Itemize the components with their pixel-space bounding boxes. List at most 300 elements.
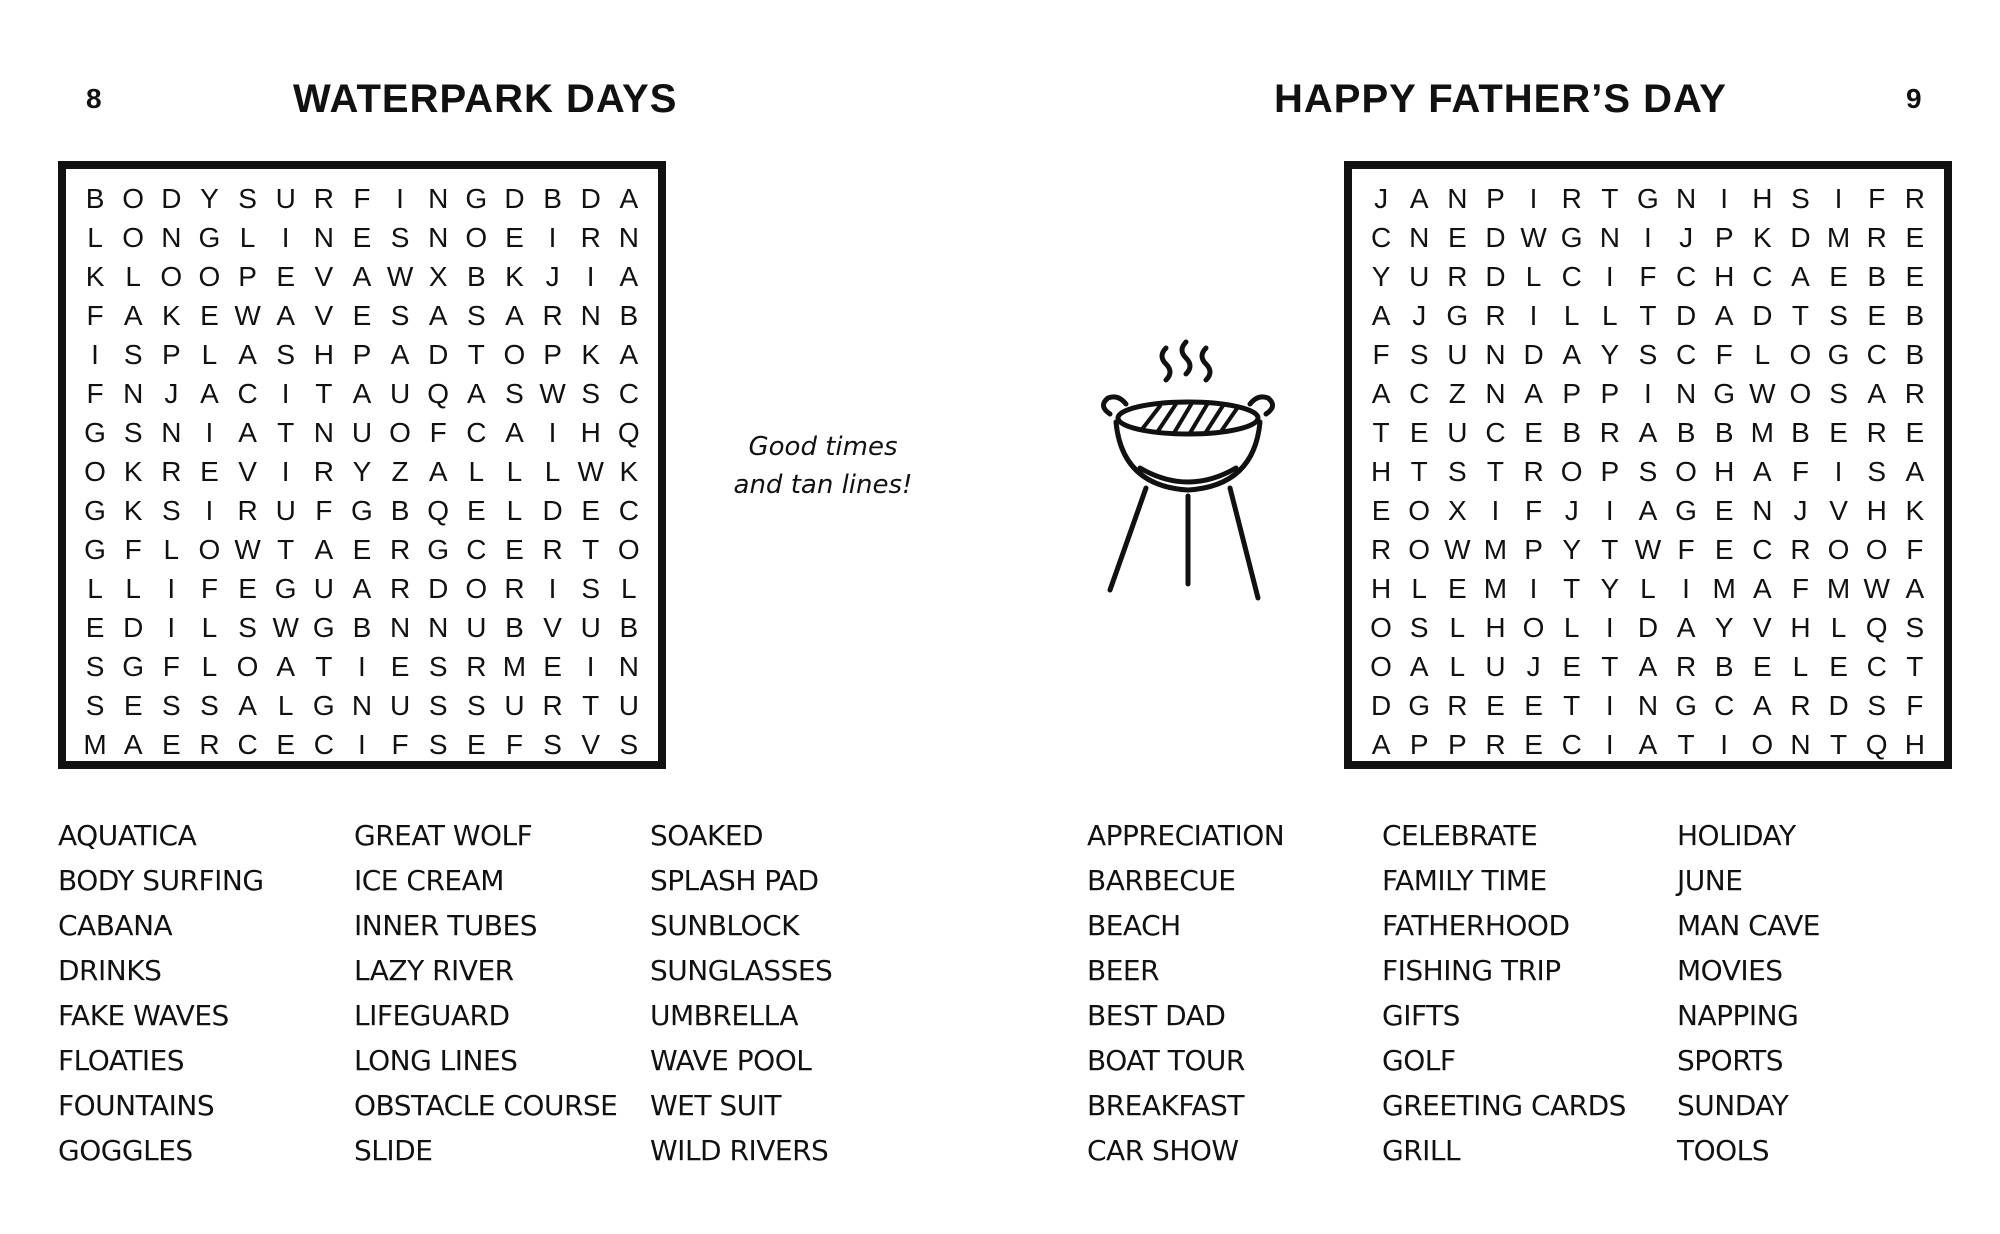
grid-letter: B [619,612,639,643]
word-list-item: MOVIES [1677,954,1783,987]
grid-letter: L [201,339,218,370]
grid-letter: R [1904,183,1925,214]
grid-letter: E [123,690,143,721]
word-list-item: OBSTACLE COURSE [354,1089,618,1122]
grid-letter: W [577,456,604,487]
word-list-item: INNER TUBES [354,909,537,942]
grid-letter: S [1905,612,1925,643]
grid-letter: F [86,300,104,331]
grid-letter: R [1485,300,1506,331]
word-list-item: SUNDAY [1677,1089,1789,1122]
grid-row [66,569,658,608]
grid-letter: C [1675,339,1697,370]
grid-letter: S [1447,456,1467,487]
grid-letter: N [1790,729,1811,760]
grid-letter: G [1827,339,1850,370]
grid-letter: D [123,612,144,643]
grid-letter: I [281,222,290,253]
grid-letter: I [91,339,99,370]
grid-letter: V [543,612,562,643]
page-title-right: HAPPY FATHER’S DAY [1274,77,1727,121]
word-list-item: WAVE POOL [650,1044,812,1077]
grid-letter: C [1370,222,1392,253]
grid-letter: I [1834,183,1843,214]
grid-letter: P [352,339,372,370]
word-list-item: BODY SURFING [58,864,264,897]
grid-letter: A [1409,183,1429,214]
grid-letter: B [1714,417,1734,448]
grid-letter: T [582,690,600,721]
grid-letter: E [200,456,219,487]
grid-letter: S [466,690,486,721]
grid-letter: C [1561,729,1582,760]
grid-letter: T [315,378,333,409]
grid-letter: O [617,534,640,565]
grid-letter: L [1449,651,1466,682]
grid-letter: X [1447,495,1467,526]
word-list-item: AQUATICA [58,819,197,852]
grid-letter: K [123,456,143,487]
grid-letter: L [239,222,256,253]
grid-letter: E [1752,651,1772,682]
grid-letter: E [1486,690,1505,721]
grid-row [66,179,658,218]
grid-letter: D [1485,222,1506,253]
word-list-item: BEER [1087,954,1160,987]
grid-letter: R [542,534,563,565]
grid-letter: O [1789,339,1812,370]
grid-letter: A [1371,729,1391,760]
grid-row [1352,452,1944,491]
grid-row [66,413,658,452]
grid-letter: Y [1562,534,1582,565]
grid-letter: R [1675,651,1697,682]
word-list-item: JUNE [1677,864,1743,897]
grid-letter: L [1830,612,1847,643]
grid-letter: O [236,651,259,682]
grid-letter: F [1639,261,1657,292]
grid-letter: R [1561,183,1582,214]
grid-letter: S [1638,456,1658,487]
grid-letter: Q [427,378,450,409]
grid-letter: C [237,378,258,409]
word-list-item: DRINKS [58,954,162,987]
grid-letter: A [466,378,486,409]
grid-letter: C [1752,261,1773,292]
grid-letter: D [1828,690,1849,721]
grid-letter: E [238,573,257,604]
grid-letter: S [1829,300,1848,331]
grid-letter: A [1752,573,1772,604]
grid-letter: R [504,573,525,604]
grid-letter: L [1640,573,1656,604]
grid-letter: A [1905,456,1925,487]
grid-letter: U [1409,261,1430,292]
grid-letter: J [545,261,560,292]
grid-letter: E [1905,222,1925,253]
grid-letter: S [1829,378,1848,409]
word-list-item: GIFTS [1382,999,1460,1032]
grid-letter: A [1676,612,1696,643]
grid-letter: A [1752,690,1772,721]
grid-letter: Q [1865,729,1888,760]
grid-letter: R [313,183,334,214]
grid-letter: E [1829,651,1848,682]
grid-letter: F [162,651,180,682]
grid-letter: I [1834,456,1843,487]
grid-letter: K [1905,495,1925,526]
grid-letter: G [84,495,106,526]
grid-letter: S [161,495,181,526]
grid-letter: H [1714,456,1735,487]
grid-row [66,491,658,530]
grid-letter: C [313,729,334,760]
grid-letter: S [85,651,105,682]
grid-letter: B [85,183,105,214]
grid-letter: D [1637,612,1659,643]
grid-letter: B [466,261,486,292]
grid-letter: R [1447,261,1468,292]
grid-letter: U [1485,651,1506,682]
word-list-item: CAR SHOW [1087,1134,1239,1167]
grid-letter: T [315,651,333,682]
grid-letter: L [1525,261,1542,292]
grid-letter: I [205,495,214,526]
word-list-item: APPRECIATION [1087,819,1285,852]
grid-letter: I [1605,729,1614,760]
grid-letter: E [352,534,372,565]
grid-row [1352,218,1944,257]
grid-letter: L [1563,300,1580,331]
grid-letter: E [543,651,562,682]
grid-letter: E [352,300,372,331]
grid-letter: A [505,300,524,331]
grid-letter: I [281,456,290,487]
grid-letter: F [1791,456,1809,487]
word-list-item: GOGGLES [58,1134,193,1167]
grid-letter: W [1749,378,1776,409]
grid-letter: G [274,573,297,604]
grid-row [1352,647,1944,686]
grid-letter: T [1372,417,1390,448]
grid-letter: V [1829,495,1848,526]
grid-letter: N [618,651,639,682]
word-list-item: FLOATIES [58,1044,185,1077]
grid-letter: E [1829,417,1848,448]
word-list-item: LIFEGUARD [354,999,510,1032]
grid-letter: L [163,534,180,565]
grid-letter: M [1483,534,1508,565]
grid-letter: N [1752,495,1773,526]
grid-letter: A [1409,651,1429,682]
grid-letter: T [277,417,295,448]
grid-letter: B [619,300,639,331]
grid-letter: E [1524,729,1543,760]
grid-letter: S [1409,339,1429,370]
word-list-item: CELEBRATE [1382,819,1538,852]
grid-letter: Y [1600,339,1620,370]
grid-letter: D [161,183,182,214]
grid-letter: K [505,261,524,292]
grid-letter: O [1751,729,1774,760]
grid-letter: S [581,378,601,409]
grid-row [1352,608,1944,647]
grid-letter: E [1524,417,1543,448]
grid-letter: H [580,417,601,448]
grid-letter: E [1447,222,1467,253]
grid-letter: J [1564,495,1579,526]
grid-letter: F [200,573,218,604]
grid-letter: G [1560,222,1583,253]
grid-letter: O [1865,534,1888,565]
grid-letter: H [1714,261,1735,292]
word-list-item: GREETING CARDS [1382,1089,1626,1122]
grid-letter: D [428,339,449,370]
grid-letter: B [1714,651,1734,682]
grid-letter: G [84,417,106,448]
grid-letter: Y [1600,573,1620,604]
grid-letter: L [506,456,523,487]
word-list-item: FAMILY TIME [1382,864,1547,897]
word-list-item: BEST DAD [1087,999,1226,1032]
grid-letter: G [198,222,221,253]
grid-letter: S [85,690,105,721]
grid-letter: F [391,729,409,760]
grid-letter: T [1601,651,1619,682]
grid-letter: F [505,729,523,760]
grid-letter: A [352,378,372,409]
grid-letter: T [277,534,295,565]
grid-letter: N [1485,378,1506,409]
grid-letter: M [1712,573,1736,604]
word-list-item: WILD RIVERS [650,1134,829,1167]
grid-letters-left [66,169,658,761]
grid-letter: R [313,456,334,487]
grid-letter: E [1905,261,1925,292]
grid-letter: G [1675,690,1697,721]
grid-letter: A [200,378,219,409]
grid-letter: I [1644,378,1652,409]
word-list-item: BEACH [1087,909,1181,942]
grid-letter: B [505,612,524,643]
grid-letter: G [84,534,106,565]
grid-letter: E [1524,690,1543,721]
grid-letter: L [621,573,637,604]
grid-letter: O [122,222,145,253]
grid-letter: R [1904,378,1925,409]
grid-letter: L [1411,573,1427,604]
grid-row [1352,335,1944,374]
word-list-item: MAN CAVE [1677,909,1820,942]
grid-letter: T [1601,183,1619,214]
grid-letter: N [1675,378,1697,409]
word-list-item: GREAT WOLF [354,819,533,852]
grid-letter: A [619,261,639,292]
grid-letter: I [548,573,557,604]
grid-letter: F [1906,690,1924,721]
grid-letter: G [1446,300,1469,331]
grid-letter: H [1370,573,1392,604]
grid-letter: U [618,690,639,721]
grid-letter: F [1372,339,1390,370]
grid-letter: I [396,183,404,214]
grid-letter: G [351,495,373,526]
grid-letter: P [1562,378,1582,409]
grid-letter: R [1370,534,1392,565]
word-list-item: BARBECUE [1087,864,1236,897]
grid-letter: N [313,417,334,448]
grid-letter: H [1370,456,1392,487]
grid-letter: X [428,261,448,292]
word-list-item: SUNBLOCK [650,909,799,942]
grid-letter: F [1868,183,1886,214]
grid-letter: P [161,339,181,370]
word-list-item: FATHERHOOD [1382,909,1570,942]
grid-letter: A [276,651,296,682]
grid-letter: S [238,183,257,214]
grid-letter: C [466,534,487,565]
grid-letter: P [1447,729,1467,760]
grid-letter: E [505,534,524,565]
grid-letter: O [503,339,526,370]
grid-letter: F [353,183,371,214]
grid-letter: N [1599,222,1620,253]
note-line: and tan lines! [733,470,913,500]
word-list-item: FOUNTAINS [58,1089,215,1122]
grid-letter: M [1750,417,1774,448]
grid-letter: A [619,339,639,370]
grid-letter: I [1529,300,1538,331]
grid-letter: O [1408,495,1431,526]
grid-letter: R [1599,417,1620,448]
grid-letter: S [200,690,219,721]
grid-letter: B [1905,300,1925,331]
word-column [58,813,264,1173]
grid-letter: U [1447,339,1468,370]
grid-letter: S [390,300,410,331]
grid-letter: J [1412,300,1427,331]
page-number-left: 8 [86,83,102,114]
grid-letter: E [85,612,105,643]
grid-letter: I [167,573,176,604]
grid-letter: S [428,690,448,721]
grid-letter: H [313,339,334,370]
grid-letter: V [581,729,601,760]
grid-letter: A [1638,729,1658,760]
grid-letter: L [1449,612,1466,643]
grid-letter: Y [1714,612,1734,643]
grid-letter: L [468,456,485,487]
grid-letter: T [1677,729,1695,760]
grid-letter: B [390,495,410,526]
grid-letter: W [272,612,299,643]
grid-letter: N [580,300,601,331]
grid-letter: E [276,261,296,292]
grid-letter: E [276,729,296,760]
grid-letter: E [1409,417,1429,448]
grid-letter: S [1638,339,1658,370]
word-list-item: SLIDE [354,1134,433,1167]
grid-letter: A [1638,417,1658,448]
word-list-item: SUNGLASSES [650,954,833,987]
grid-letter: S [276,339,296,370]
word-list-item: ICE CREAM [354,864,504,897]
grid-letter: S [1791,183,1810,214]
grid-letter: D [504,183,525,214]
grid-letter: F [1525,495,1543,526]
word-column [1382,813,1626,1173]
grid-letter: R [1790,690,1811,721]
grid-letter: N [618,222,639,253]
grid-letter: E [581,495,601,526]
grid-letter: A [1638,651,1658,682]
grid-letter: U [275,495,296,526]
grid-letter: O [1370,612,1392,643]
grid-letter: P [1524,534,1543,565]
grid-letter: L [125,261,141,292]
grid-row [66,374,658,413]
grid-letter: E [161,729,181,760]
grid-letter: A [123,729,143,760]
grid-row [1352,530,1944,569]
grid-letter: T [1906,651,1924,682]
grid-letter: W [1444,534,1471,565]
grid-letter: C [1561,261,1582,292]
grid-letter: K [581,339,601,370]
grid-letter: B [1676,417,1696,448]
grid-letter: A [1905,573,1925,604]
grid-letter: S [238,612,257,643]
grid-letter: T [1410,456,1428,487]
grid-letter: L [544,456,561,487]
grid-letter: I [1720,183,1729,214]
grid-letter: L [125,573,141,604]
grid-letter: P [238,261,257,292]
word-list-item: FAKE WAVES [58,999,229,1032]
grid-letter: C [1866,339,1887,370]
grid-letter: A [276,300,296,331]
grid-letter: S [123,417,143,448]
grid-letter: I [1644,222,1652,253]
grid-letter: N [1447,183,1468,214]
word-list-item: LAZY RIVER [354,954,514,987]
grid-letter: H [1790,612,1811,643]
grid-letter: A [238,690,257,721]
grid-letter: I [586,261,595,292]
grid-letter: O [465,573,488,604]
handwritten-note [703,428,943,504]
grid-letter: A [352,261,372,292]
grid-letter: R [1523,456,1544,487]
grid-letter: R [1485,729,1506,760]
grid-letter: F [1906,534,1924,565]
grid-letter: A [352,573,372,604]
word-list-item: HOLIDAY [1677,819,1796,852]
grid-letter: A [1791,261,1810,292]
grid-letter: S [581,573,601,604]
grid-letter: D [1675,300,1697,331]
grid-letter: T [1639,300,1657,331]
grid-row [66,257,658,296]
grid-letter: N [351,690,373,721]
grid-letter: T [1563,573,1581,604]
grid-letter: M [1826,573,1851,604]
grid-letter: F [429,417,447,448]
grid-letter: C [1752,534,1773,565]
grid-letter: I [548,417,557,448]
grid-letter: Q [427,495,450,526]
grid-letter: I [1605,690,1614,721]
